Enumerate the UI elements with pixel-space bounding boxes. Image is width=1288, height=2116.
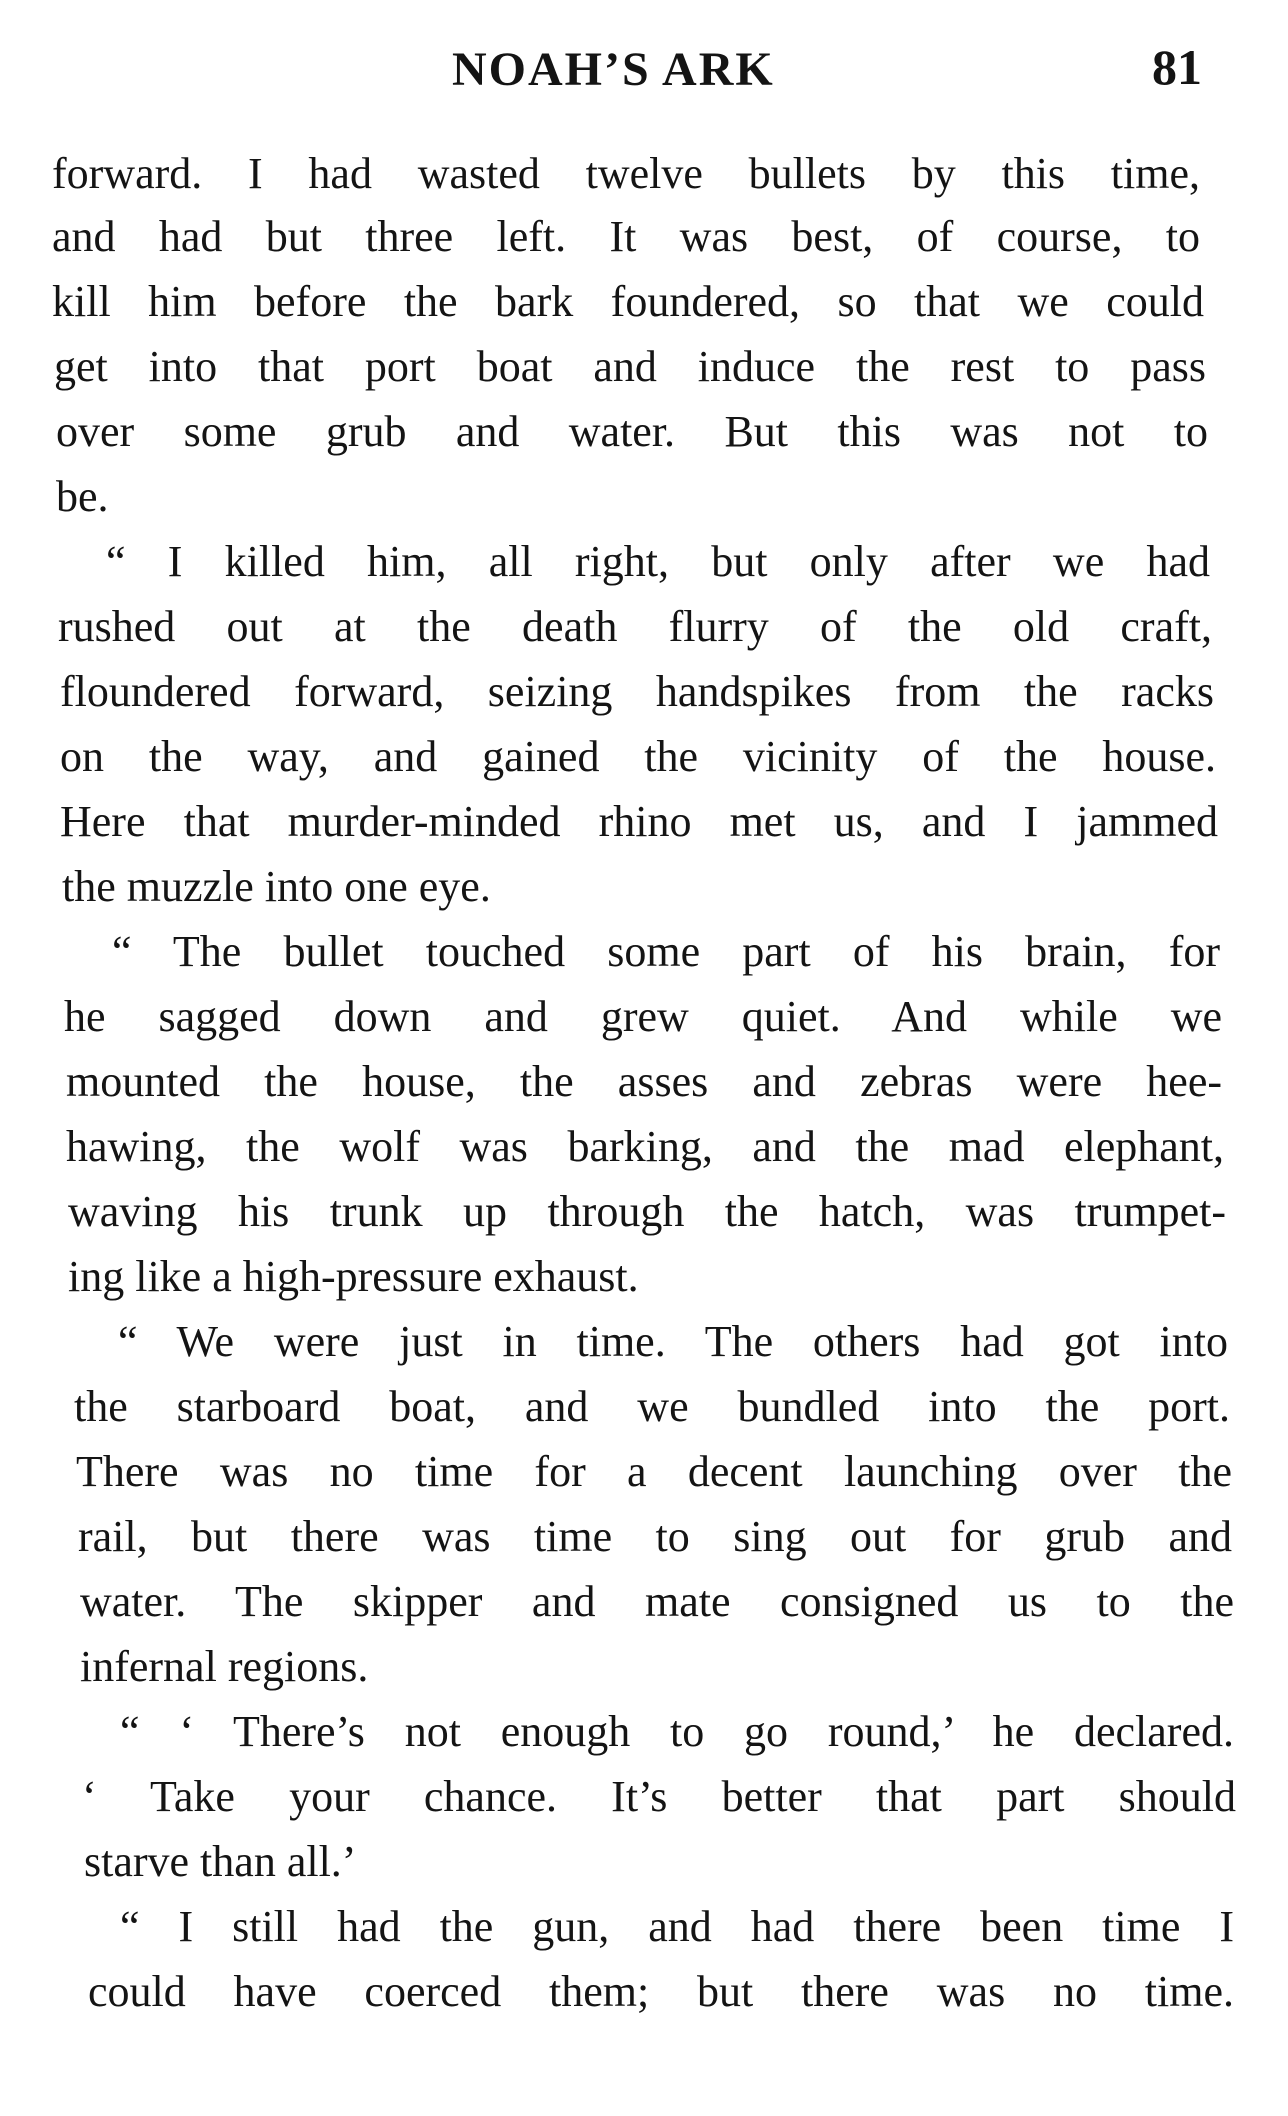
text-line: “ I killed him, all right, but only after we had [106,537,1210,586]
text-line: “ The bullet touched some part of his brain, for [112,927,1220,976]
text-line: hawing, the wolf was barking, and the mad elephant, [66,1122,1224,1171]
text-line: and had but three left. It was best, of course, to [52,212,1200,261]
text-line: forward. I had wasted twelve bullets by this time, [52,149,1200,198]
text-line: could have coerced them; but there was no time. [88,1967,1234,2016]
text-line: kill him before the bark foundered, so that we could [52,277,1204,326]
text-line: ‘ Take your chance. It’s better that part should [82,1772,1236,1821]
text-line: infernal regions. [80,1642,369,1691]
text-line: over some grub and water. But this was not to [56,407,1208,456]
text-line: “ I still had the gun, and had there been time I [120,1902,1234,1951]
text-line: starve than all.’ [84,1837,357,1886]
text-line: waving his trunk up through the hatch, was trumpet- [68,1187,1226,1236]
text-line: water. The skipper and mate consigned us to the [80,1577,1234,1626]
text-line: “ We were just in time. The others had got into [118,1317,1228,1366]
text-line: the muzzle into one eye. [62,862,491,911]
text-line: Here that murder-minded rhino met us, and I jammed [60,797,1218,846]
text-line: “ ‘ There’s not enough to go round,’ he declared. [120,1707,1234,1756]
text-line: get into that port boat and induce the rest to pass [54,342,1206,391]
text-line: rail, but there was time to sing out for grub and [78,1512,1232,1561]
text-line: There was no time for a decent launching over the [76,1447,1232,1496]
text-line: rushed out at the death flurry of the old craft, [58,602,1212,651]
text-line: the starboard boat, and we bundled into the port. [74,1382,1230,1431]
running-title: NOAH’S ARK [452,43,775,96]
text-line: he sagged down and grew quiet. And while we [64,992,1222,1041]
page-header [0,39,1288,112]
text-line: floundered forward, seizing handspikes from the racks [60,667,1214,716]
text-line: mounted the house, the asses and zebras were hee- [66,1057,1222,1106]
page-number: 81 [1152,39,1202,95]
text-line: on the way, and gained the vicinity of the house. [60,732,1216,781]
text-line: be. [56,472,109,521]
text-line: ing like a high-pressure exhaust. [68,1252,639,1301]
